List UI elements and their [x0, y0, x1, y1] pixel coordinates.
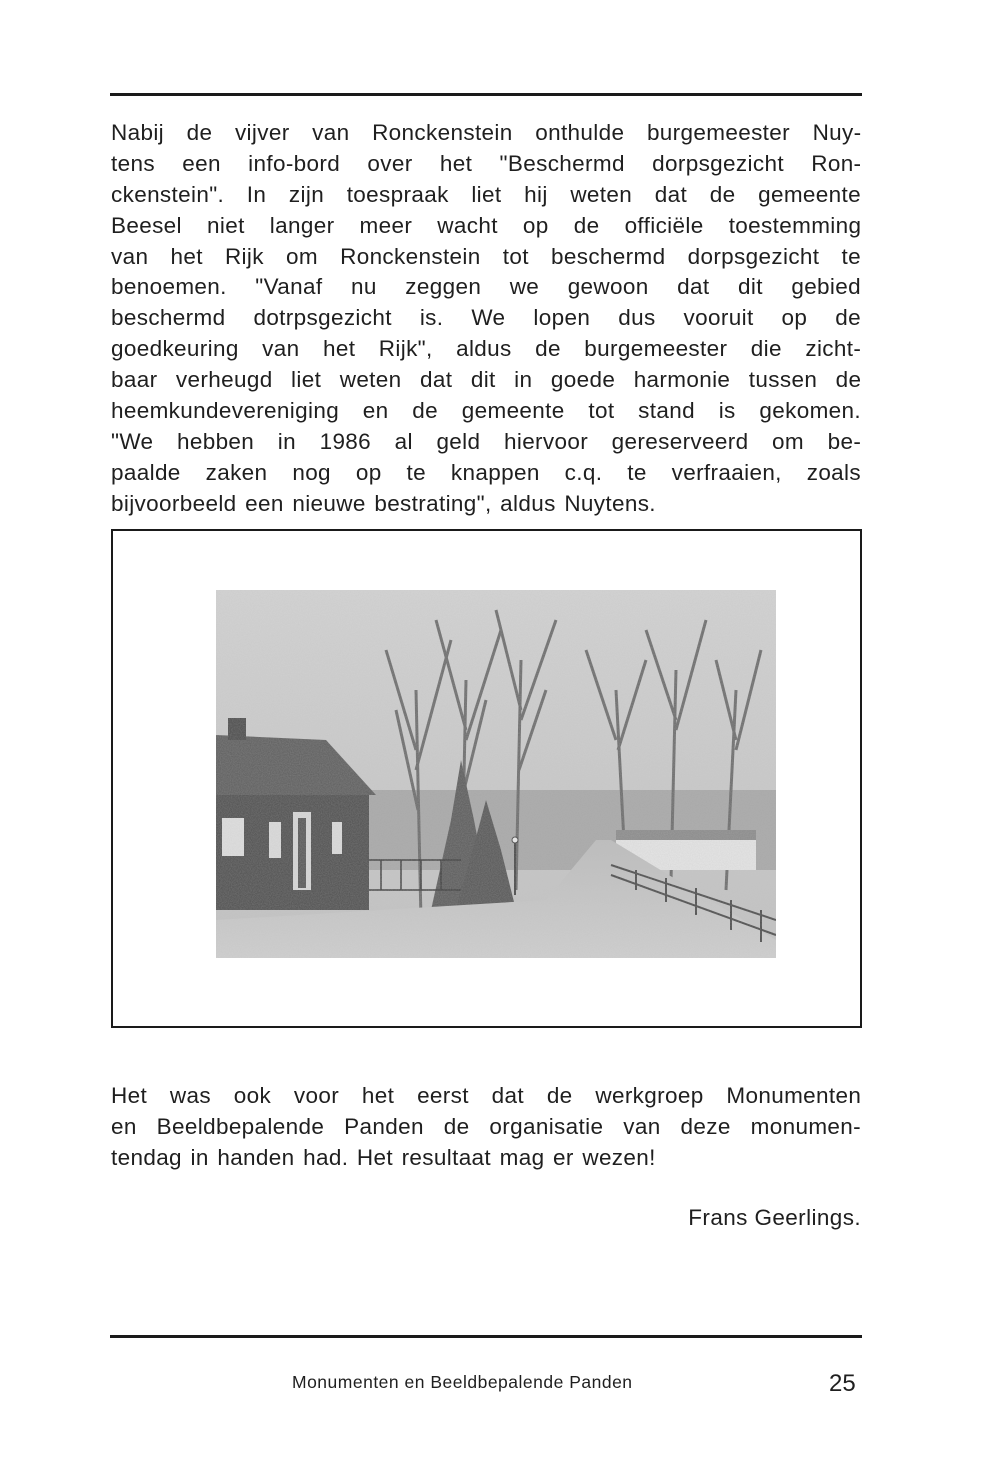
text-line: paalde zaken nog op te knappen c.q. te verfraaien, zoals — [111, 459, 861, 485]
running-footer-title: Monumenten en Beeldbepalende Panden — [292, 1372, 633, 1392]
footer-rule — [110, 1335, 862, 1338]
paragraph-2 — [111, 1081, 861, 1174]
text-line: Beesel niet langer meer wacht op de officiële toestemming — [111, 212, 862, 238]
text-line: bijvoorbeeld een nieuwe bestrating", aldus Nuytens. — [111, 490, 656, 516]
header-rule — [110, 93, 862, 96]
text-line: baar verheugd liet weten dat dit in goede harmonie tussen de — [111, 367, 862, 393]
text-line: van het Rijk om Ronckenstein tot beschermd dorpsgezicht te — [111, 243, 861, 269]
text-line: en Beeldbepalende Panden de organisatie van deze monumen- — [111, 1113, 861, 1139]
author-signature: Frans Geerlings. — [688, 1205, 861, 1230]
text-line: heemkundevereniging en de gemeente tot stand is gekomen. — [111, 398, 862, 424]
text-line: beschermd dotrpsgezicht is. We lopen dus vooruit op de — [111, 305, 861, 331]
text-line: Het was ook voor het eerst dat de werkgroep Monumenten — [111, 1083, 862, 1108]
paragraph-1 — [111, 118, 861, 520]
text-line: "We hebben in 1986 al geld hiervoor gereserveerd om be- — [111, 428, 862, 454]
text-line: tendag in handen had. Het resultaat mag er wezen! — [111, 1144, 656, 1170]
text-line: ckenstein". In zijn toespraak liet hij weten dat de gemeente — [111, 181, 861, 207]
page-number: 25 — [829, 1370, 856, 1397]
text-line: Nabij de vijver van Ronckenstein onthulde burgemeester Nuy- — [111, 120, 862, 145]
text-line: benoemen. "Vanaf nu zeggen we gewoon dat dit gebied — [111, 274, 861, 300]
text-line: goedkeuring van het Rijk", aldus de burgemeester die zicht- — [111, 336, 862, 362]
photo-grain — [216, 590, 776, 958]
village-street-photo — [216, 590, 776, 958]
text-line: tens een info-bord over het "Beschermd dorpsgezicht Ron- — [111, 150, 862, 176]
